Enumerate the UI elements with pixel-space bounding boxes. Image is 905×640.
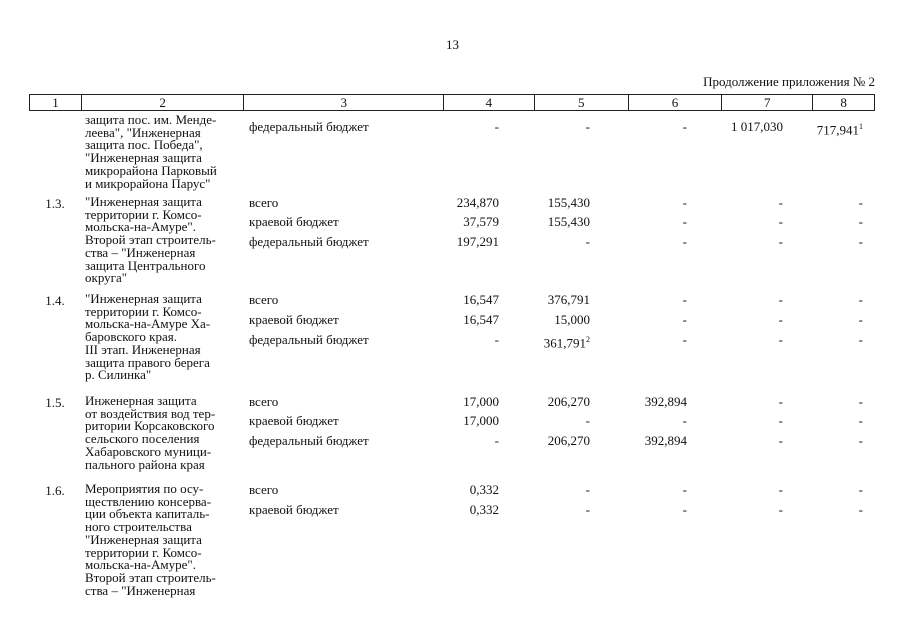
funding-line: федеральный бюджет - 361,791$^2$ - - - <box>249 332 863 351</box>
table-header <box>29 94 875 111</box>
funding-line: федеральный бюджет 197,291 - - - - <box>249 234 863 249</box>
funding-line: всего 234,870 155,430 - - - <box>249 195 863 210</box>
funding-line: краевой бюджет 16,547 15,000 - - - <box>249 312 863 327</box>
funding-line: краевой бюджет 37,579 155,430 - - - <box>249 214 863 229</box>
page-number: 13 <box>446 37 459 52</box>
funding-line: федеральный бюджет - 206,270 392,894 - - <box>249 433 863 448</box>
column-header: 1 <box>30 95 82 110</box>
funding-line: краевой бюджет 0,332 - - - - <box>249 502 863 517</box>
column-header: 5 <box>535 95 629 110</box>
column-header: 8 <box>840 95 847 110</box>
row-name: защита пос. им. Менде- леева", "Инженерная защита пос. Победа", "Инженерная защита микрорайона Парковый и микрорайона Парус" <box>85 112 217 191</box>
funding-line: всего 16,547 376,791 - - - <box>249 292 863 307</box>
row-number: 1.5. <box>45 395 65 410</box>
column-header: 6 <box>629 95 723 110</box>
footnote-marker: 2 <box>586 335 590 344</box>
footnote-marker: 1 <box>859 122 863 131</box>
row-number: 1.3. <box>45 196 65 211</box>
appendix-continuation-label: Продолжение приложения № 2 <box>703 74 875 89</box>
column-header: 3 <box>244 95 444 110</box>
funding-line: федеральный бюджет - - - 1 017,030 717,941$^1$ <box>249 119 863 138</box>
row-name: "Инженерная защита территории г. Комсо- мольска-на-Амуре Ха- баровского края. III этап. Инженерная защита правого берега р. Силинка" <box>85 291 211 383</box>
column-header: 7 <box>722 95 813 110</box>
row-name: Инженерная защита от воздействия вод тер- ритории Корсаковского сельского поселения Хабаровского муници- пального района края <box>85 393 216 472</box>
row-number: 1.4. <box>45 293 65 308</box>
funding-line: всего 17,000 206,270 392,894 - - <box>249 394 863 409</box>
column-header: 2 <box>82 95 245 110</box>
funding-line: краевой бюджет 17,000 - - - - <box>249 413 863 428</box>
column-header: 4 <box>444 95 535 110</box>
row-name: Мероприятия по осу- ществлению консерва- ции объекта капиталь- ного строительства "Инженерная защита территории г. Комсо- мольска-на-Амуре". Второй этап строитель- ства – "Инженерная <box>85 481 216 598</box>
row-name: "Инженерная защита территории г. Комсо- мольска-на-Амуре". Второй этап строитель- ства – "Инженерная защита Центрального округа" <box>85 194 216 286</box>
row-number: 1.6. <box>45 483 65 498</box>
funding-line: всего 0,332 - - - - <box>249 482 863 497</box>
